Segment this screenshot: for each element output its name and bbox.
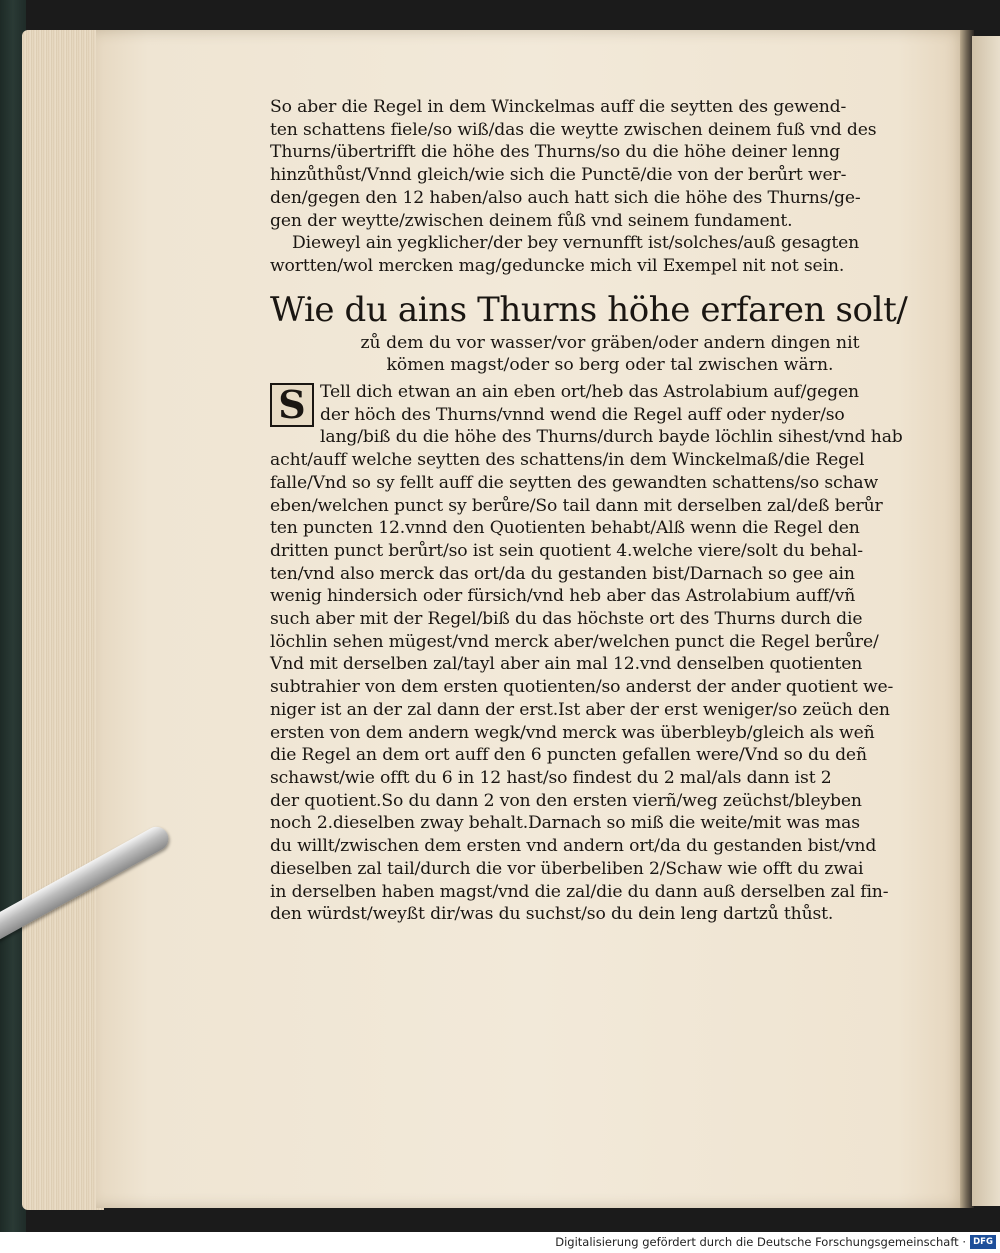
section-subheading bbox=[270, 332, 910, 377]
text-line: gen der weytte/zwischen deinem fůß vnd seinem fundament. bbox=[270, 210, 793, 231]
text-line: noch 2.dieselben zway behalt.Darnach so miß die weite/mit was mas bbox=[270, 813, 860, 834]
page-text bbox=[270, 96, 910, 926]
text-line: der höch des Thurns/vnnd wend die Regel auff oder nyder/so bbox=[320, 404, 845, 425]
page-stack-edges bbox=[22, 30, 104, 1210]
text-line: wenig hindersich oder fürsich/vnd heb aber das Astrolabium auff/vñ bbox=[270, 586, 856, 607]
text-line: löchlin sehen mügest/vnd merck aber/welchen punct die Regel berůre/ bbox=[270, 631, 879, 652]
text-line: falle/Vnd so sy fellt auff die seytten des gewandten schattens/so schaw bbox=[270, 472, 879, 493]
text-line: lang/biß du die höhe des Thurns/durch bayde löchlin sihest/vnd hab bbox=[320, 427, 903, 448]
text-line: ten puncten 12.vnnd den Quotienten behabt/Alß wenn die Regel den bbox=[270, 518, 860, 539]
text-line: ten/vnd also merck das ort/da du gestanden bist/Darnach so gee ain bbox=[270, 563, 855, 584]
paragraph-3 bbox=[270, 381, 910, 926]
text-line: dieselben zal tail/durch die vor überbeliben 2/Schaw wie offt du zwai bbox=[270, 858, 864, 879]
text-line: den würdst/weyßt dir/was du suchst/so du dein leng dartzů thůst. bbox=[270, 904, 834, 925]
subheading-line: zů dem du vor wasser/vor gräben/oder andern dingen nit bbox=[360, 332, 860, 353]
funding-credit: Digitalisierung gefördert durch die Deutsche Forschungsgemeinschaft · bbox=[555, 1235, 966, 1249]
text-line: der quotient.So du dann 2 von den ersten vierñ/weg zeüchst/bleyben bbox=[270, 790, 862, 811]
text-line: hinzůthůst/Vnnd gleich/wie sich die Punctē/die von der berůrt wer- bbox=[270, 165, 847, 186]
paragraph-1 bbox=[270, 96, 910, 232]
text-line: wortten/wol mercken mag/geduncke mich vil Exempel nit not sein. bbox=[270, 255, 845, 276]
text-line: subtrahier von dem ersten quotienten/so anderst der ander quotient we- bbox=[270, 677, 894, 698]
text-line: die Regel an dem ort auff den 6 puncten gefallen were/Vnd so du deñ bbox=[270, 745, 867, 766]
text-line: eben/welchen punct sy berůre/So tail dann mit derselben zal/deß berůr bbox=[270, 495, 883, 516]
text-line: ten schattens fiele/so wiß/das die weytte zwischen deinem fuß vnd des bbox=[270, 119, 877, 140]
subheading-line: kömen magst/oder so berg oder tal zwischen wärn. bbox=[386, 355, 834, 376]
paragraph-2 bbox=[270, 232, 910, 277]
text-line: Tell dich etwan an ain eben ort/heb das Astrolabium auf/gegen bbox=[320, 382, 859, 403]
text-line: den/gegen den 12 haben/also auch hatt sich die höhe des Thurns/ge- bbox=[270, 187, 861, 208]
section-heading: Wie du ains Thurns höhe erfaren solt/ bbox=[270, 289, 908, 330]
text-line: Thurns/übertrifft die höhe des Thurns/so du die höhe deiner lenng bbox=[270, 142, 840, 163]
text-line: niger ist an der zal dann der erst.Ist aber der erst weniger/so zeüch den bbox=[270, 699, 890, 720]
text-line: du willt/zwischen dem ersten vnd andern ort/da du gestanden bist/vnd bbox=[270, 836, 877, 857]
text-line: dritten punct berůrt/so ist sein quotient 4.welche viere/solt du behal- bbox=[270, 540, 863, 561]
text-line: So aber die Regel in dem Winckelmas auff die seytten des gewend- bbox=[270, 97, 847, 117]
footer-bar bbox=[0, 1232, 1000, 1253]
text-line: Dieweyl ain yegklicher/der bey vernunfft ist/solches/auß gesagten bbox=[292, 233, 860, 254]
text-line: schawst/wie offt du 6 in 12 hast/so findest du 2 mal/als dann ist 2 bbox=[270, 767, 832, 788]
text-line: such aber mit der Regel/biß du das höchste ort des Thurns durch die bbox=[270, 609, 863, 630]
text-line: ersten von dem andern wegk/vnd merck was überbleyb/gleich als weñ bbox=[270, 722, 875, 743]
dfg-logo-icon: DFG bbox=[970, 1235, 996, 1249]
text-line: Vnd mit derselben zal/tayl aber ain mal 12.vnd denselben quotienten bbox=[270, 654, 863, 675]
text-line: acht/auff welche seytten des schattens/in dem Winckelmaß/die Regel bbox=[270, 450, 865, 471]
decorated-initial: S bbox=[270, 383, 314, 427]
facing-page-edge bbox=[972, 36, 1000, 1206]
text-line: in derselben haben magst/vnd die zal/die du dann auß derselben zal fin- bbox=[270, 881, 889, 902]
